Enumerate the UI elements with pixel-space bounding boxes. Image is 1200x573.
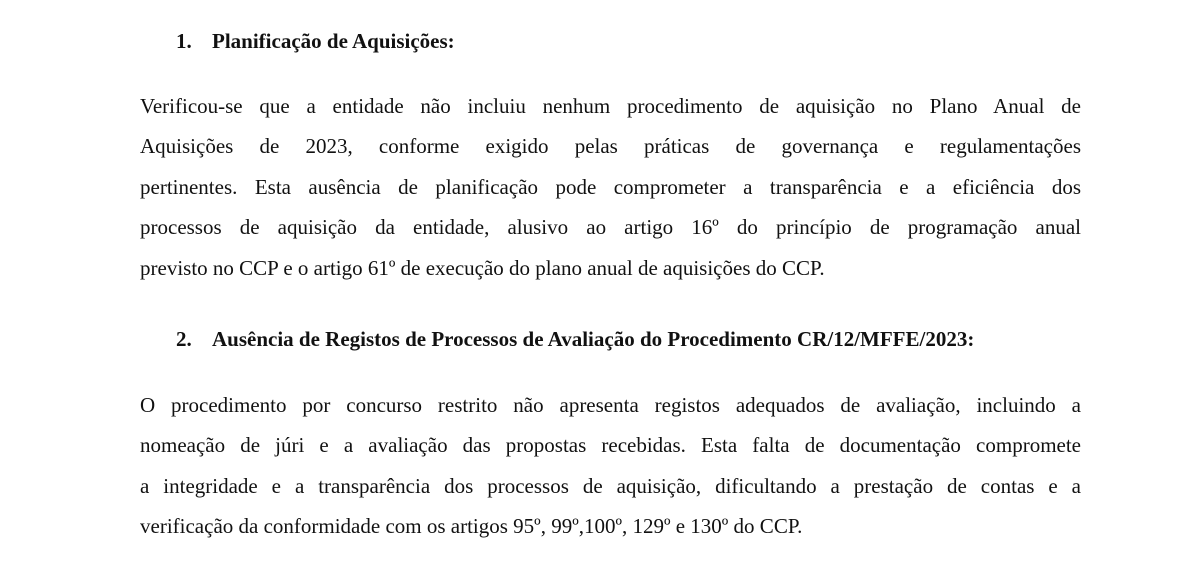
- paragraph-line: previsto no CCP e o artigo 61º de execução do plano anual de aquisições do CCP.: [140, 255, 825, 280]
- section-paragraph-registos: [140, 385, 1081, 547]
- section-number: 2.: [176, 327, 192, 351]
- section-title: Planificação de Aquisições:: [212, 29, 455, 53]
- paragraph-line: nomeação de júri e a avaliação das propostas recebidas. Esta falta de documentação compromete: [140, 433, 1081, 458]
- section-heading-registos: [176, 327, 974, 351]
- paragraph-line: a integridade e a transparência dos processos de aquisição, dificultando a prestação de contas e a: [140, 473, 1081, 498]
- section-heading-planificacao: [176, 29, 455, 53]
- section-title: Ausência de Registos de Processos de Avaliação do Procedimento CR/12/MFFE/2023:: [212, 327, 975, 351]
- section-number: 1.: [176, 29, 192, 53]
- paragraph-line: Aquisições de 2023, conforme exigido pelas práticas de governança e regulamentações: [140, 134, 1081, 159]
- paragraph-line: processos de aquisição da entidade, alusivo ao artigo 16º do princípio de programação anual: [140, 215, 1081, 240]
- paragraph-line: verificação da conformidade com os artigos 95º, 99º,100º, 129º e 130º do CCP.: [140, 514, 803, 539]
- section-paragraph-planificacao: [140, 86, 1081, 288]
- paragraph-line: pertinentes. Esta ausência de planificação pode comprometer a transparência e a eficiência dos: [140, 174, 1081, 199]
- paragraph-line: Verificou-se que a entidade não incluiu nenhum procedimento de aquisição no Plano Anual de: [140, 94, 1081, 118]
- paragraph-line: O procedimento por concurso restrito não apresenta registos adequados de avaliação, incluindo a: [140, 393, 1081, 417]
